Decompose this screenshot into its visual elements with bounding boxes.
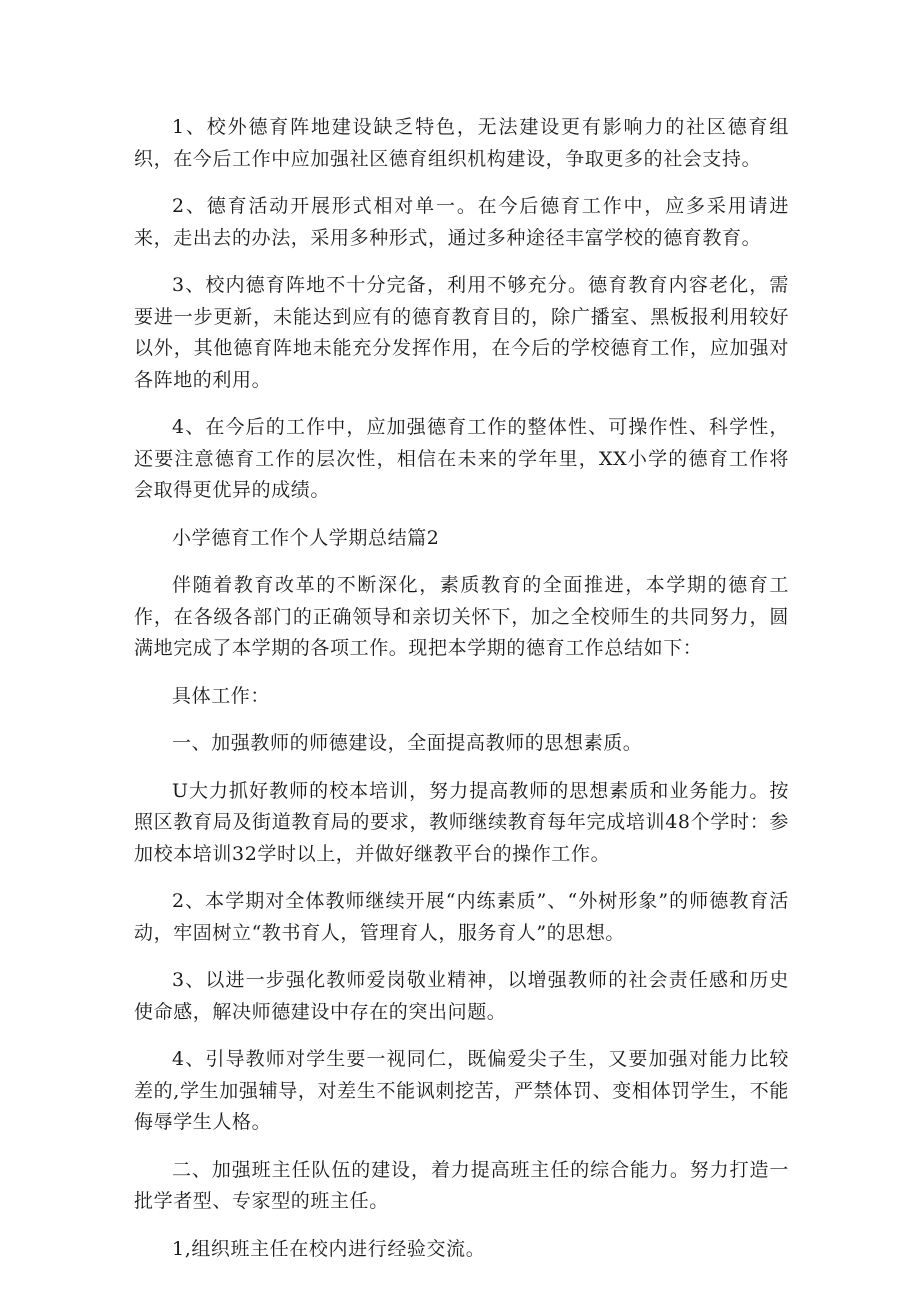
paragraph-1: 1、校外德育阵地建设缺乏特色，无法建设更有影响力的社区德育组织，在今后工作中应加强社区德育组织机构建设，争取更多的社会支持。 bbox=[134, 116, 789, 170]
subheading-teacher-ethics: 一、加强教师的师德建设，全面提高教师的思想素质。 bbox=[172, 732, 643, 754]
paragraph-4: 4、在今后的工作中，应加强德育工作的整体性、可操作性、科学性，还要注意德育工作的层次性，相信在未来的学年里，XX小学的德育工作将会取得更优异的成绩。 bbox=[134, 416, 789, 501]
paragraph-2: 2、德育活动开展形式相对单一。在今后德育工作中，应多采用请进来，走出去的办法，采用多种形式，通过多种途径丰富学校的德育教育。 bbox=[134, 195, 789, 249]
paragraph-training: U大力抓好教师的校本培训，努力提高教师的思想素质和业务能力。按照区教育局及街道教育局的要求，教师继续教育每年完成培训48个学时：参加校本培训32学时以上，并做好继教平台的操作工作。 bbox=[134, 779, 789, 865]
paragraph-3: 3、校内德育阵地不十分完备，利用不够充分。德育教育内容老化，需要进一步更新，未能达到应有的德育教育目的，除广播室、黑板报利用较好以外，其他德育阵地未能充分发挥作用，在今后的学校德育工作，应加强对各阵地的利用。 bbox=[134, 274, 789, 391]
paragraph-experience-exchange: 1,组织班主任在校内进行经验交流。 bbox=[172, 1237, 486, 1260]
subheading-class-teachers: 二、加强班主任队伍的建设，着力提高班主任的综合能力。努力打造一批学者型、专家型的班主任。 bbox=[134, 1158, 789, 1212]
paragraph-dedication: 3、以进一步强化教师爱岗敬业精神，以增强教师的社会责任感和历史使命感，解决师德建设中存在的突出问题。 bbox=[134, 969, 789, 1023]
document-body bbox=[134, 112, 789, 1265]
paragraph-ethics-activity: 2、本学期对全体教师继续开展“内练素质”、“外树形象”的师德教育活动，牢固树立“教书育人，管理育人，服务育人”的思想。 bbox=[134, 890, 789, 944]
subheading-specific-work: 具体工作： bbox=[172, 684, 271, 707]
paragraph-equal-treatment: 4、引导教师对学生要一视同仁，既偏爱尖子生，又要加强对能力比较差的,学生加强辅导，对差生不能讽刺挖苦，严禁体罚、变相体罚学生，不能侮辱学生人格。 bbox=[134, 1048, 789, 1133]
paragraph-intro: 伴随着教育改革的不断深化，素质教育的全面推进，本学期的德育工作，在各级各部门的正确领导和亲切关怀下，加之全校师生的共同努力，圆满地完成了本学期的各项工作。现把本学期的德育工作总结如下： bbox=[134, 574, 789, 659]
section-heading: 小学德育工作个人学期总结篇2 bbox=[172, 526, 440, 549]
